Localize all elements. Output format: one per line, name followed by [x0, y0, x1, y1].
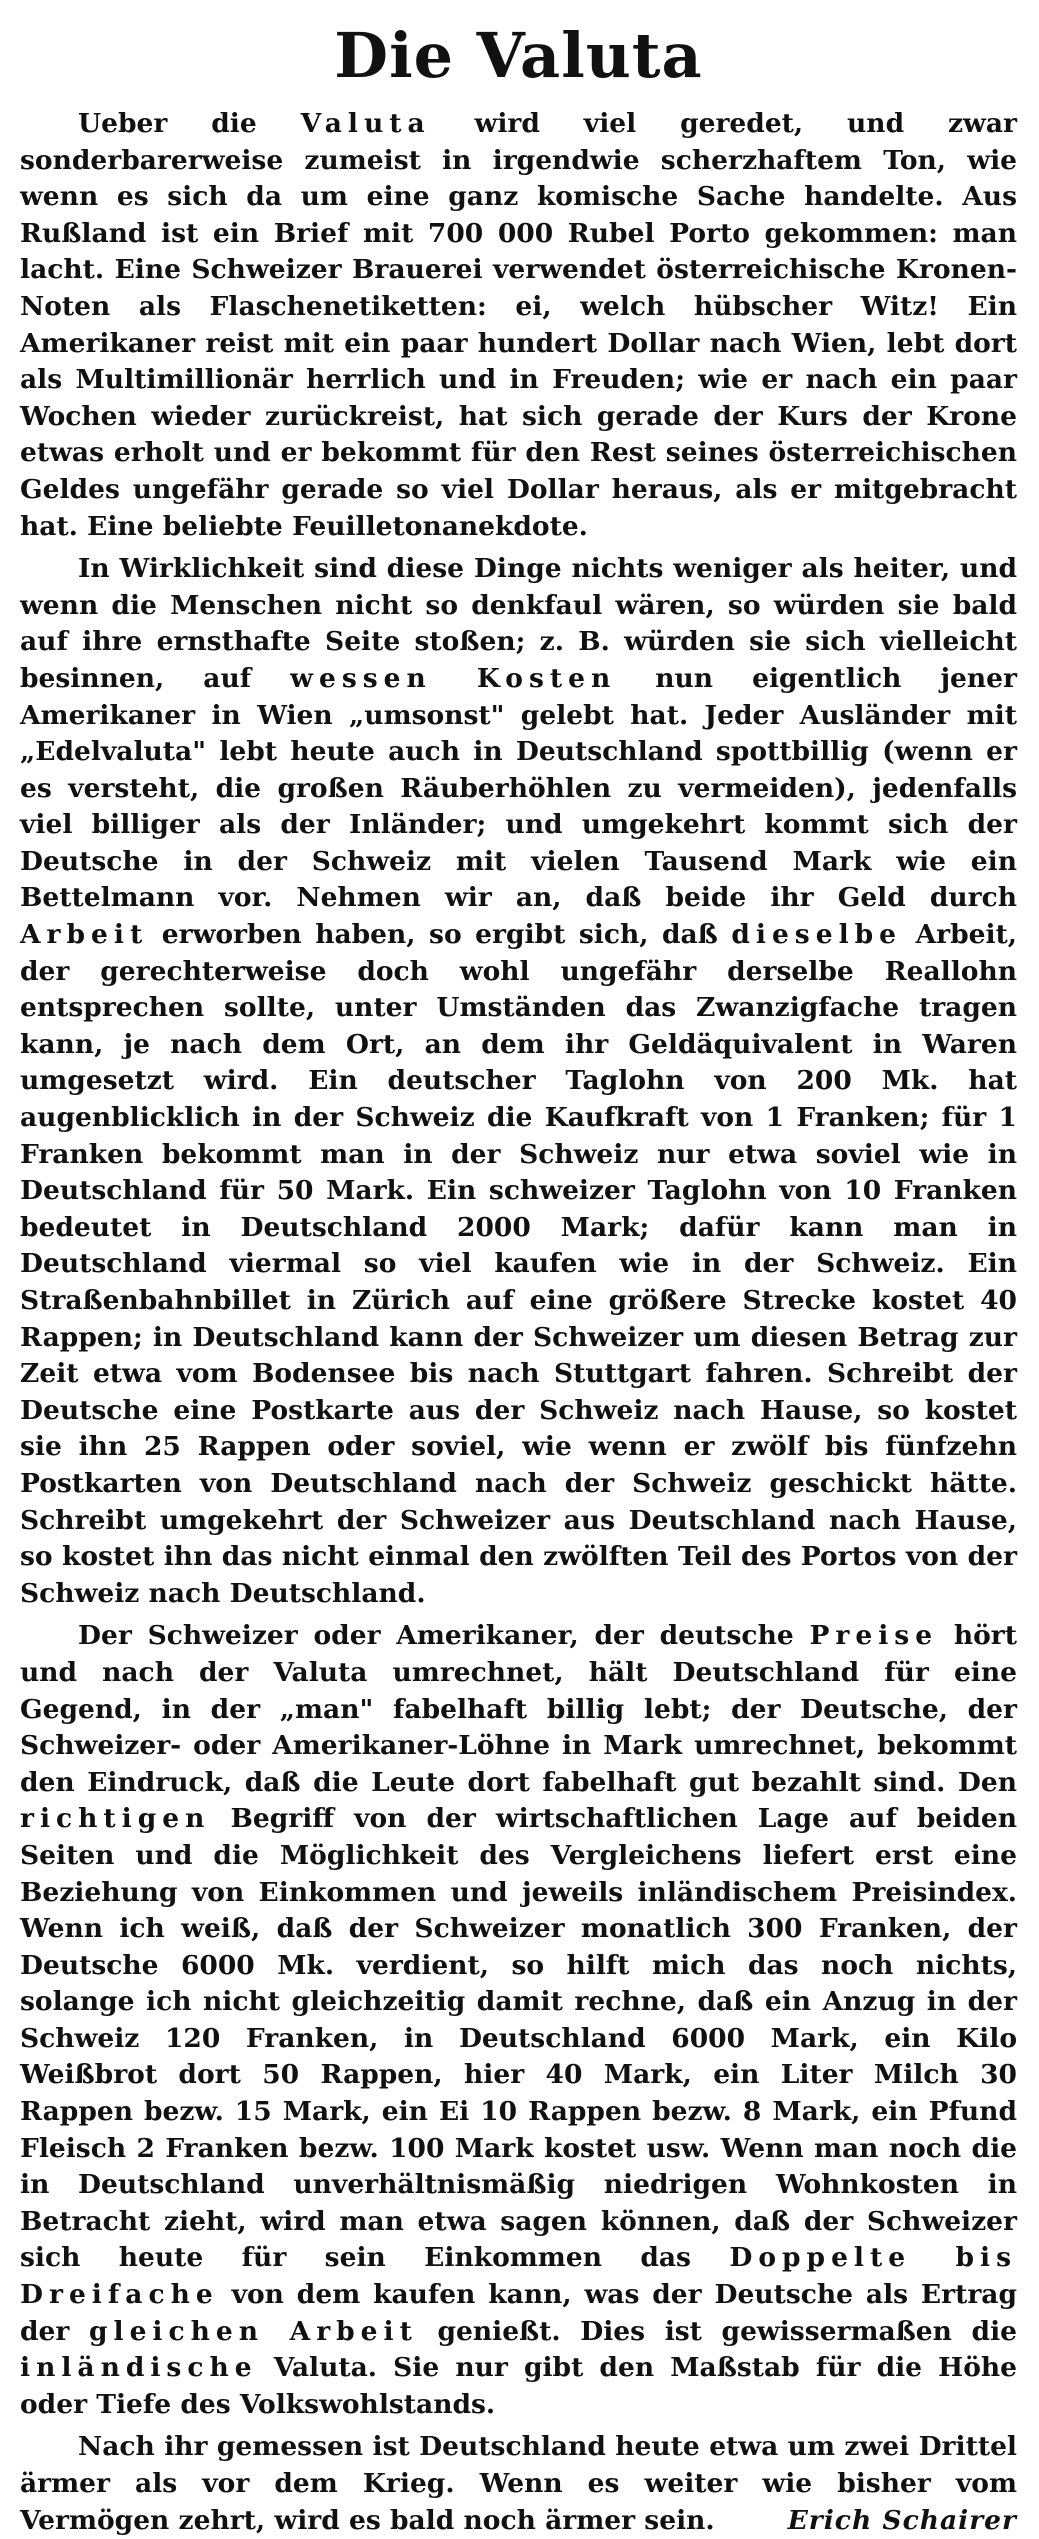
article-paragraph	[20, 106, 1017, 545]
spaced-emphasis: Valuta	[300, 108, 431, 139]
article-paragraph	[20, 1618, 1017, 2423]
text-run: Arbeit, der gerechterweise doch wohl ungefähr derselbe Reallohn entsprechen sollte, unter Umständen das Zwanzigfache tragen kann, je nach dem Ort, an dem ihr Geldäquivalent in Waren umgesetzt wird. Ein deutscher Taglohn von 200 Mk. hat augenblicklich in der Schweiz die Kaufkraft von 1 Franken; für 1 Franken bekommt man in der Schweiz nur etwa soviel wie in Deutschland für 50 Mark. Ein schweizer Taglohn von 10 Franken bedeutet in Deutschland 2000 Mark; dafür kann man in Deutschland viermal so viel kaufen wie in der Schweiz. Ein Straßenbahnbillet in Zürich auf eine größere Strecke kostet 40 Rappen; in Deutschland kann der Schweizer um diesen Betrag zur Zeit etwa vom Bodensee bis nach Stuttgart fahren. Schreibt der Deutsche eine Postkarte aus der Schweiz nach Hause, so kostet sie ihn 25 Rappen oder soviel, wie wenn er zwölf bis fünfzehn Postkarten von Deutschland nach der Schweiz geschickt hätte. Schreibt umgekehrt der Schweizer aus Deutschland nach Hause, so kostet ihn das nicht einmal den zwölften Teil des Portos von der Schweiz nach Deutschland.	[20, 919, 1018, 1609]
text-run: genießt. Dies ist gewissermaßen die	[417, 2315, 1018, 2347]
spaced-emphasis: Arbeit	[20, 919, 149, 951]
article-body	[20, 106, 1017, 2539]
text-run: von dem kaufen kann, was der Deutsche als Ertrag der	[20, 2279, 1017, 2347]
article-paragraph	[20, 2429, 1017, 2539]
text-run: nun eigentlich jener Amerikaner in Wien „umsonst" gelebt hat. Jeder Ausländer mit „Edelvaluta" lebt heute auch in Deutschland spottbillig (wenn er es versteht, die großen Räuberhöhlen zu vermeiden), jedenfalls viel billiger als der Inländer; und umgekehrt kommt sich der Deutsche in der Schweiz mit vielen Tausend Mark wie ein Bettelmann vor. Nehmen wir an, daß beide ihr Geld durch	[20, 662, 1017, 914]
text-run: In Wirklichkeit sind diese Dinge nichts weniger als heiter, und wenn die Menschen nicht so denkfaul wären, so würden sie bald auf ihre ernsthafte Seite stoßen; z. B. würden sie sich vielleicht besinnen, auf	[20, 553, 1017, 694]
spaced-emphasis: richtigen	[20, 1803, 211, 1835]
text-run: Ueber die	[78, 108, 301, 139]
article-paragraph	[20, 551, 1017, 1612]
spaced-emphasis: Preise	[809, 1620, 939, 1652]
text-run: Valuta. Sie nur gibt den Maßstab für die Höhe oder Tiefe des Volkswohlstands.	[20, 2352, 1017, 2420]
spaced-emphasis: Doppelte bis Dreifache	[20, 2242, 1018, 2311]
spaced-emphasis: gleichen Arbeit	[88, 2315, 418, 2347]
text-run: Begriff von der wirtschaftlichen Lage auf beiden Seiten und die Möglichkeit des Vergleichens liefert erst eine Beziehung von Einkommen und jeweils inländischem Preisindex. Wenn ich weiß, daß der Schweizer monatlich 300 Franken, der Deutsche 6000 Mk. verdient, so hilft mich das noch nichts, solange ich nicht gleichzeitig damit rechne, daß ein Anzug in der Schweiz 120 Franken, in Deutschland 6000 Mark, ein Kilo Weißbrot dort 50 Rappen, hier 40 Mark, ein Liter Milch 30 Rappen bezw. 15 Mark, ein Ei 10 Rappen bezw. 8 Mark, ein Pfund Fleisch 2 Franken bezw. 100 Mark kostet usw. Wenn man noch die in Deutschland unverhältnismäßig niedrigen Wohnkosten in Betracht zieht, wird man etwa sagen können, daß der Schweizer sich heute für sein Einkommen das	[20, 1803, 1017, 2274]
text-run: Der Schweizer oder Amerikaner, der deutsche	[78, 1620, 810, 1652]
text-run: erworben haben, so ergibt sich, daß	[148, 919, 732, 951]
article-title: Die Valuta	[334, 19, 703, 92]
text-run: Nach ihr gemessen ist Deutschland heute etwa um zwei Drittel ärmer als vor dem Krieg. Wenn es weiter wie bisher vom Vermögen zehrt, wird es bald noch ärmer sein.	[20, 2431, 1017, 2536]
spaced-emphasis: wessen Kosten	[290, 662, 617, 694]
author-signature: Erich Schairer	[787, 2504, 1017, 2536]
text-run: hört und nach der Valuta umrechnet, hält Deutschland für eine Gegend, in der „man" fabelhaft billig lebt; der Deutsche, der Schweizer- oder Amerikaner-Löhne in Mark umrechnet, bekommt den Eindruck, daß die Leute dort fabelhaft gut bezahlt sind. Den	[20, 1620, 1017, 1798]
text-run: wird viel geredet, und zwar sonderbarerweise zumeist in irgendwie scherzhaftem Ton, wie wenn es sich da um eine ganz komische Sache handelte. Aus Rußland ist ein Brief mit 700 000 Rubel Porto gekommen: man lacht. Eine Schweizer Brauerei verwendet österreichische Kronen-Noten als Flaschenetiketten: ei, welch hübscher Witz! Ein Amerikaner reist mit ein paar hundert Dollar nach Wien, lebt dort als Multimillionär herrlich und in Freuden; wie er nach ein paar Wochen wieder zurückreist, hat sich gerade der Kurs der Krone etwas erholt und er bekommt für den Rest seines österreichischen Geldes ungefähr gerade so viel Dollar heraus, als er mitgebracht hat. Eine beliebte Feuilletonanekdote.	[20, 108, 1017, 542]
spaced-emphasis: dieselbe	[731, 919, 903, 951]
spaced-emphasis: inländische	[20, 2352, 258, 2384]
